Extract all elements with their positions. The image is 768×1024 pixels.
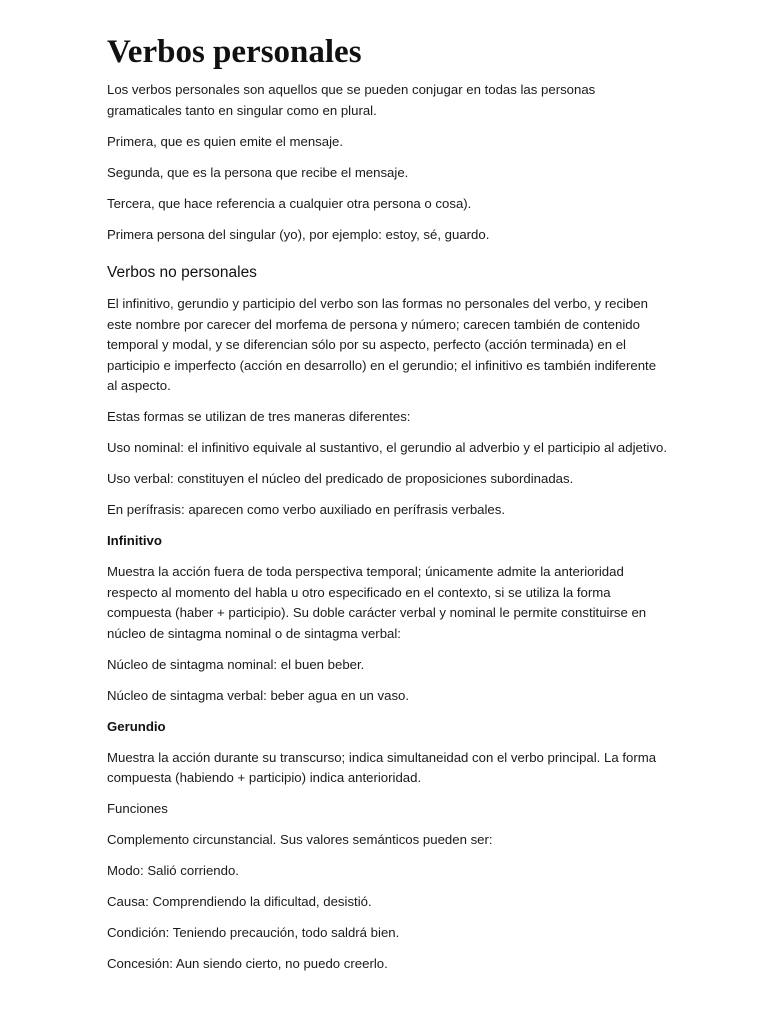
intro-paragraph-2: Primera, que es quien emite el mensaje. [107, 133, 344, 149]
gerundio-paragraph-7: Concesión: Aun siendo cierto, no puedo creerlo. [107, 956, 388, 971]
intro-paragraph-4: Tercera, que hace referencia a cualquier otra persona o cosa). [107, 195, 472, 211]
gerundio-paragraph-2: Funciones [107, 801, 168, 816]
section2-paragraph-3: Uso nominal: el infinitivo equivale al sustantivo, el gerundio al adverbio y el participio al adjetivo. [107, 440, 668, 455]
intro-paragraph-3: Segunda, que es la persona que recibe el mensaje. [107, 164, 409, 180]
infinitivo-paragraph-3: Núcleo de sintagma verbal: beber agua en un vaso. [107, 687, 410, 703]
gerundio-paragraph-3: Complemento circunstancial. Sus valores semánticos pueden ser: [107, 832, 493, 847]
section-heading-gerundio: Gerundio [107, 718, 166, 734]
document-title: Verbos personales [107, 34, 362, 70]
section2-paragraph-4: Uso verbal: constituyen el núcleo del predicado de proposiciones subordinadas. [107, 471, 574, 486]
section2-paragraph-1: El infinitivo, gerundio y participio del verbo son las formas no personales del verbo, y reciben este nombre por carecer del morfema de persona y número; carecen también de contenido temporal y modal, y se diferencian sólo por su aspecto, perfecto (acción terminada) en el participio e imperfecto (acción en desarrollo) en el gerundio; el infinitivo es también indiferente al aspecto. [107, 296, 657, 393]
infinitivo-paragraph-2: Núcleo de sintagma nominal: el buen beber. [107, 656, 365, 672]
section2-paragraph-5: En perífrasis: aparecen como verbo auxiliado en perífrasis verbales. [107, 502, 506, 517]
gerundio-paragraph-5: Causa: Comprendiendo la dificultad, desistió. [107, 894, 372, 909]
section2-paragraph-2: Estas formas se utilizan de tres maneras diferentes: [107, 409, 411, 424]
gerundio-paragraph-6: Condición: Teniendo precaución, todo saldrá bien. [107, 925, 400, 940]
intro-paragraph-5: Primera persona del singular (yo), por ejemplo: estoy, sé, guardo. [107, 226, 490, 242]
gerundio-paragraph-4: Modo: Salió corriendo. [107, 863, 239, 878]
section-heading-infinitivo: Infinitivo [107, 533, 162, 548]
infinitivo-paragraph-1: Muestra la acción fuera de toda perspectiva temporal; únicamente admite la anterioridad respecto al momento del habla u otro especificado en el contexto, si se utiliza la forma compuesta (haber + participio). Su doble carácter verbal y nominal le permite constituirse en núcleo de sintagma nominal o de sintagma verbal: [107, 564, 647, 641]
gerundio-paragraph-1: Muestra la acción durante su transcurso; indica simultaneidad con el verbo principal. La forma compuesta (habiendo + participio) indica anterioridad. [107, 749, 657, 785]
intro-paragraph-1: Los verbos personales son aquellos que se pueden conjugar en todas las personas gramaticales tanto en singular como en plural. [107, 82, 596, 118]
section-heading-verbos-no-personales: Verbos no personales [107, 264, 257, 281]
